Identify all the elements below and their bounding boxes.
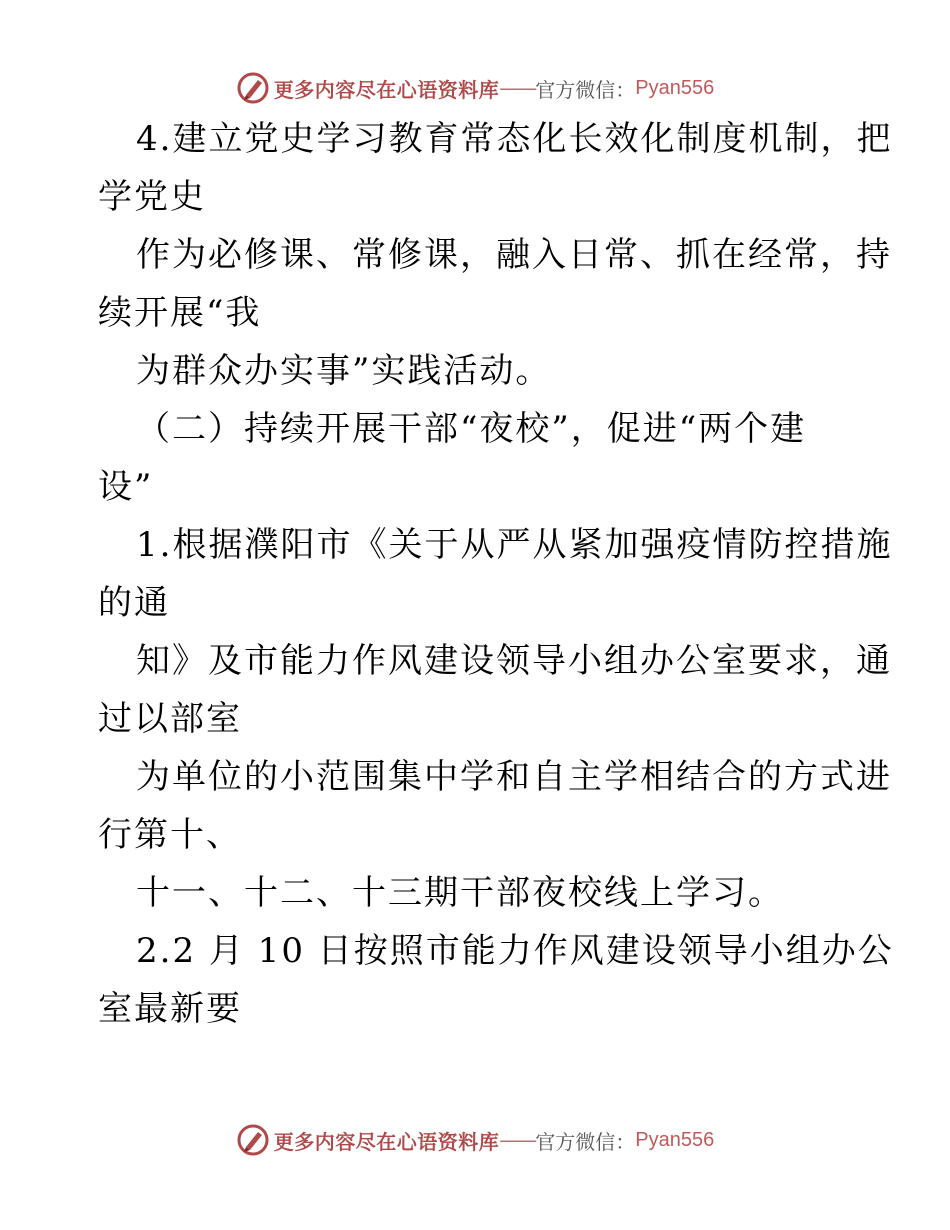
text-line: 为单位的小范围集中学和自主学相结合的方式进	[136, 757, 892, 797]
text-line: 2.2 月 10 日按照市能力作风建设领导小组办公	[136, 931, 894, 971]
footer-watermark	[0, 1120, 950, 1160]
text-line: 1.根据濮阳市《关于从严从紧加强疫情防控措施	[136, 525, 893, 565]
watermark-text: 更多内容尽在心语资料库	[273, 77, 500, 102]
watermark-dash: ——	[499, 76, 536, 100]
text-line: 作为必修课、常修课，融入日常、抓在经常，持	[136, 235, 892, 275]
pen-logo-icon	[236, 1123, 270, 1157]
text-line: 4.建立党史学习教育常态化长效化制度机制，把	[136, 119, 893, 159]
text-line: 室最新要	[98, 989, 242, 1029]
watermark-id: Pyan556	[635, 1128, 715, 1151]
watermark-label: 官方微信：	[535, 77, 636, 102]
pen-logo-icon	[236, 71, 270, 105]
header-watermark	[0, 68, 950, 108]
text-line: 学党史	[98, 177, 206, 217]
text-line: 的通	[98, 583, 170, 623]
text-line: 续开展“我	[98, 293, 262, 333]
text-line: 过以部室	[98, 699, 242, 739]
document-body	[98, 119, 894, 1048]
text-line: 十一、十二、十三期干部夜校线上学习。	[136, 873, 784, 913]
watermark-id: Pyan556	[635, 76, 715, 99]
text-line: 知》及市能力作风建设领导小组办公室要求，通	[136, 641, 892, 681]
watermark-dash: ——	[499, 1128, 536, 1152]
text-line: 行第十、	[98, 815, 242, 855]
text-line: 为群众办实事”实践活动。	[136, 351, 552, 391]
watermark-text: 更多内容尽在心语资料库	[273, 1129, 500, 1154]
watermark-label: 官方微信：	[535, 1129, 636, 1154]
text-line: 设”	[98, 467, 154, 507]
text-line: （二）持续开展干部“夜校”，促进“两个建	[136, 409, 807, 449]
